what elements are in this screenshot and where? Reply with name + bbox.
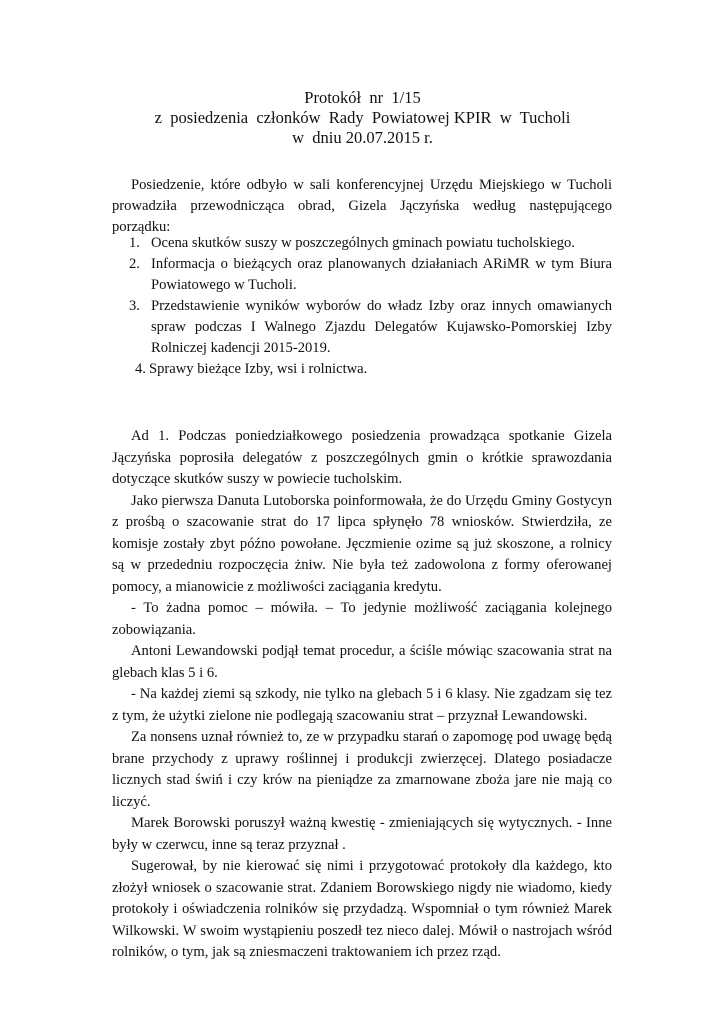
- body-paragraph: Marek Borowski poruszył ważną kwestię - zmieniających się wytycznych. - Inne były w czerwcu, inne są teraz przyznał .: [112, 815, 612, 853]
- agenda-item: [112, 254, 612, 296]
- agenda-item-number: 1.: [129, 235, 140, 251]
- title-line-protocol-number: Protokół nr 1/15: [304, 88, 421, 107]
- agenda-item-text: Informacja o bieżących oraz planowanych działaniach ARiMR w tym Biura Powiatowego w Tucholi.: [151, 256, 612, 293]
- minutes-body: [112, 426, 612, 964]
- body-paragraph: Ad 1. Podczas poniedziałkowego posiedzenia prowadząca spotkanie Gizela Jączyńska poprosiła delegatów z poszczególnych gmin o krótkie sprawozdania dotyczące skutków suszy w powiecie tucholskim.: [112, 428, 612, 487]
- agenda-item: [112, 359, 612, 380]
- agenda-item-text: Przedstawienie wyników wyborów do władz Izby oraz innych omawianych spraw podczas I Walnego Zjazdu Delegatów Kujawsko-Pomorskiej Izby Rolniczej kadencji 2015-2019.: [151, 298, 612, 356]
- agenda-item-number: 3.: [129, 298, 140, 314]
- title-line-date: w dniu 20.07.2015 r.: [292, 128, 433, 147]
- body-paragraph: Sugerował, by nie kierować się nimi i przygotować protokoły dla każdego, kto złożył wniosek o szacowanie strat. Zdaniem Borowskiego nigdy nie wiadomo, kiedy protokoły i oświadczenia rolników się przydadzą. Wspomniał o tym również Marek Wilkowski. W swoim wystąpieniu poszedł tez nieco dalej. Mówił o nastrojach wśród rolników, o tym, jak są zniesmaczeni traktowaniem ich przez rząd.: [112, 858, 612, 960]
- agenda-item-number: 4.: [135, 361, 146, 377]
- body-paragraph: - Na każdej ziemi są szkody, nie tylko na glebach 5 i 6 klasy. Nie zgadzam się tez z tym, że użytki zielone nie podlegają szacowaniu strat – przyznał Lewandowski.: [112, 686, 612, 724]
- title-line-meeting: z posiedzenia członków Rady Powiatowej KPIR w Tucholi: [154, 108, 571, 127]
- document-title: [0, 88, 725, 148]
- intro-paragraph: Posiedzenie, które odbyło w sali konferencyjnej Urzędu Miejskiego w Tucholi prowadziła przewodnicząca obrad, Gizela Jączyńska według następującego porządku:: [112, 177, 612, 235]
- agenda-item-number: 2.: [129, 256, 140, 272]
- agenda-item: [112, 233, 612, 254]
- body-paragraph: Jako pierwsza Danuta Lutoborska poinformowała, że do Urzędu Gminy Gostycyn z prośbą o szacowanie strat do 17 lipca spłynęło 78 wniosków. Stwierdziła, ze komisje zostały zbyt późno powołane. Jęczmienie ozime są już skoszone, a rolnicy są w przededniu rozpoczęcia żniw. Nie była też zadowolona z formy oferowanej pomocy, a mianowicie z możliwości zaciągania kredytu.: [112, 492, 612, 595]
- body-paragraph: Antoni Lewandowski podjął temat procedur, a ściśle mówiąc szacowania strat na glebach klas 5 i 6.: [112, 643, 612, 681]
- body-paragraph: - To żadna pomoc – mówiła. – To jedynie możliwość zaciągania kolejnego zobowiązania.: [112, 600, 612, 638]
- agenda-list: [112, 233, 612, 380]
- body-paragraph: Za nonsens uznał również to, ze w przypadku starań o zapomogę pod uwagę będą brane przychody z uprawy roślinnej i produkcji zwierzęcej. Dlatego posiadacze licznych stad świń i czy krów na pieniądze za zmarnowane zboża jare nie mają co liczyć.: [112, 729, 612, 810]
- agenda-item: [112, 296, 612, 359]
- agenda-item-text: Ocena skutków suszy w poszczególnych gminach powiatu tucholskiego.: [151, 235, 575, 251]
- agenda-item-text: Sprawy bieżące Izby, wsi i rolnictwa.: [149, 361, 368, 377]
